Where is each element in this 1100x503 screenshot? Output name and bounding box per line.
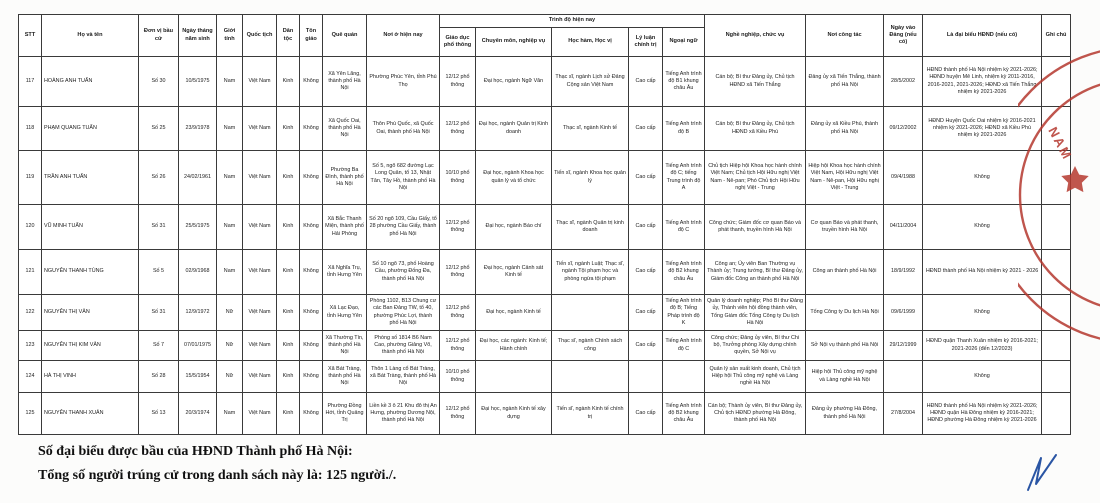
table-cell: 18/9/1992: [884, 250, 923, 295]
table-cell: [663, 361, 705, 393]
table-cell: Số 7: [139, 331, 179, 361]
column-header-hoc-ham-hoc-vi: Học hàm, Học vị: [552, 28, 629, 57]
column-header-giao-duc-pho-thong: Giáo dục phổ thông: [440, 28, 476, 57]
table-cell: Tiến sĩ, ngành Kinh tế chính trị: [552, 393, 629, 435]
table-cell: [1042, 107, 1071, 151]
table-cell: 25/5/1975: [179, 205, 217, 250]
table-cell: 10/5/1975: [179, 57, 217, 107]
column-header-chuyen-mon: Chuyên môn, nghiệp vụ: [476, 28, 552, 57]
table-cell: Cao cấp: [629, 331, 663, 361]
table-cell: [1042, 295, 1071, 331]
table-cell: Không: [300, 205, 323, 250]
table-cell: Kinh: [277, 107, 300, 151]
table-cell: Đại học, ngành Khoa học quản lý và tổ chức: [476, 151, 552, 205]
table-cell: TRẦN ANH TUẤN: [42, 151, 139, 205]
column-header-gioi-tinh: Giới tính: [217, 15, 243, 57]
table-cell: Phòng 1102, B13 Chung cư các Ban Đảng TW, tổ 40, phường Phúc Lợi, thành phố Hà Nội: [367, 295, 440, 331]
table-cell: 12/12 phổ thông: [440, 107, 476, 151]
table-cell: Phòng số 1814 B6 Nam Cao, phường Giảng Võ, thành phố Hà Nội: [367, 331, 440, 361]
table-cell: 24/02/1961: [179, 151, 217, 205]
table-cell: Đảng ủy xã Kiều Phú, thành phố Hà Nội: [806, 107, 884, 151]
table-cell: Việt Nam: [243, 250, 277, 295]
table-cell: Không: [300, 295, 323, 331]
table-cell: Việt Nam: [243, 361, 277, 393]
table-cell: Kinh: [277, 393, 300, 435]
table-cell: 12/12 phổ thông: [440, 393, 476, 435]
table-cell: Kinh: [277, 361, 300, 393]
table-cell: 27/8/2004: [884, 393, 923, 435]
table-cell: Số 26: [139, 151, 179, 205]
column-header-ngay-vao-dang: Ngày vào Đảng (nếu có): [884, 15, 923, 57]
column-header-que-quan: Quê quán: [323, 15, 367, 57]
table-cell: HĐND thành phố Hà Nội nhiệm kỳ 2021-2026; HĐND huyện Mê Linh, nhiệm kỳ 2011-2016, 2016-2021, 2021-2026; HĐND xã Tiến Thắng nhiệm kỳ 2021-2026: [923, 57, 1042, 107]
table-cell: Đại học, các ngành: Kinh tế; Hành chính: [476, 331, 552, 361]
table-cell: 12/12 phổ thông: [440, 57, 476, 107]
table-cell: Cao cấp: [629, 57, 663, 107]
signature-mark: [1022, 452, 1070, 496]
table-row: [19, 151, 1071, 205]
table-cell: [1042, 250, 1071, 295]
table-cell: [1042, 331, 1071, 361]
table-cell: Không: [923, 295, 1042, 331]
table-cell: Thôn 1 Làng cổ Bát Tràng, xã Bát Tràng, thành phố Hà Nội: [367, 361, 440, 393]
table-cell: Nam: [217, 250, 243, 295]
table-row: [19, 361, 1071, 393]
table-cell: 12/9/1972: [179, 295, 217, 331]
footer-elected-count-label: Số đại biểu được bầu của HĐND Thành phố Hà Nội:: [38, 444, 353, 459]
table-cell: Không: [300, 331, 323, 361]
table-cell: Đảng ủy xã Tiến Thắng, thành phố Hà Nội: [806, 57, 884, 107]
table-cell: Tiếng Anh trình độ B: [663, 107, 705, 151]
table-cell: 07/01/1975: [179, 331, 217, 361]
table-cell: NGUYỄN THANH TÙNG: [42, 250, 139, 295]
table-cell: NGUYỄN THỊ VÂN: [42, 295, 139, 331]
table-cell: Việt Nam: [243, 331, 277, 361]
table-cell: Số 20 ngõ 109, Cầu Giấy, tổ 28 phường Cầu Giấy, thành phố Hà Nội: [367, 205, 440, 250]
table-cell: Cơ quan Báo và phát thanh, truyền hình Hà Nội: [806, 205, 884, 250]
table-cell: [1042, 57, 1071, 107]
table-cell: Việt Nam: [243, 151, 277, 205]
table-cell: Xã Nghĩa Trụ, tỉnh Hưng Yên: [323, 250, 367, 295]
table-cell: [629, 361, 663, 393]
table-cell: Phường Phúc Yên, tỉnh Phú Thọ: [367, 57, 440, 107]
table-cell: Phường Ba Đình, thành phố Hà Nội: [323, 151, 367, 205]
column-header-stt: STT: [19, 15, 42, 57]
table-cell: Chủ tịch Hiệp hội Khoa học hành chính Việt Nam; Chủ tịch Hội Hữu nghị Việt Nam - Nê-pan; Phó Chủ tịch Hội Hữu nghị Việt - Trung: [705, 151, 806, 205]
table-cell: 20/3/1974: [179, 393, 217, 435]
table-cell: Việt Nam: [243, 107, 277, 151]
table-cell: VŨ MINH TUẤN: [42, 205, 139, 250]
table-cell: 125: [19, 393, 42, 435]
table-cell: Kinh: [277, 205, 300, 250]
table-cell: 09/6/1999: [884, 295, 923, 331]
column-header-dan-toc: Dân tộc: [277, 15, 300, 57]
table-cell: 09/4/1988: [884, 151, 923, 205]
table-cell: Phường Đồng Hới, tỉnh Quảng Trị: [323, 393, 367, 435]
table-cell: Thạc sĩ, ngành Kinh tế: [552, 107, 629, 151]
table-cell: Kinh: [277, 250, 300, 295]
table-cell: Công chức; Giám đốc cơ quan Báo và phát thanh, truyền hình Hà Nội: [705, 205, 806, 250]
table-cell: Tiến sĩ, ngành Khoa học quản lý: [552, 151, 629, 205]
footer-total-winners-label: Tổng số người trúng cử trong danh sách này là: 125 người./.: [38, 468, 397, 483]
table-cell: Cán bộ; Thành ủy viên, Bí thư Đảng ủy, Chủ tịch HĐND phường Hà Đông, thành phố Hà Nội: [705, 393, 806, 435]
table-cell: Cán bộ; Bí thư Đảng ủy, Chủ tịch HĐND xã Tiến Thắng: [705, 57, 806, 107]
table-cell: Xã Bắc Thanh Miện, thành phố Hải Phòng: [323, 205, 367, 250]
table-cell: [884, 361, 923, 393]
table-cell: [552, 295, 629, 331]
table-cell: Việt Nam: [243, 57, 277, 107]
table-cell: Số 5: [139, 250, 179, 295]
table-cell: Tiếng Anh trình độ B1 khung châu Âu: [663, 57, 705, 107]
table-cell: Tiếng Anh trình độ C: [663, 205, 705, 250]
table-cell: HOÀNG ANH TUẤN: [42, 57, 139, 107]
table-cell: Đảng ủy phường Hà Đông, thành phố Hà Nội: [806, 393, 884, 435]
table-cell: 04/11/2004: [884, 205, 923, 250]
table-cell: Công an thành phố Hà Nội: [806, 250, 884, 295]
table-cell: Cao cấp: [629, 205, 663, 250]
column-header-ngay-sinh: Ngày tháng năm sinh: [179, 15, 217, 57]
table-cell: Đại học, ngành Quản trị Kinh doanh: [476, 107, 552, 151]
table-cell: Xã Thường Tín, thành phố Hà Nội: [323, 331, 367, 361]
column-header-don-vi-bau-cu: Đơn vị bầu cử: [139, 15, 179, 57]
table-header: [19, 15, 1071, 57]
table-cell: Việt Nam: [243, 393, 277, 435]
table-row: [19, 331, 1071, 361]
table-cell: Thạc sĩ, ngành Quản trị kinh doanh: [552, 205, 629, 250]
table-cell: 12/12 phổ thông: [440, 205, 476, 250]
table-cell: 121: [19, 250, 42, 295]
table-cell: Số 30: [139, 57, 179, 107]
table-cell: 23/9/1978: [179, 107, 217, 151]
table-cell: 09/12/2002: [884, 107, 923, 151]
table-cell: Số 10 ngõ 73, phố Hoàng Cầu, phường Đống Đa, thành phố Hà Nội: [367, 250, 440, 295]
column-header-la-dai-bieu-hdnd: Là đại biểu HĐND (nếu có): [923, 15, 1042, 57]
table-cell: Kinh: [277, 57, 300, 107]
table-cell: Không: [923, 361, 1042, 393]
table-cell: Đại học, ngành Báo chí: [476, 205, 552, 250]
table-cell: 12/12 phổ thông: [440, 250, 476, 295]
table-cell: Không: [300, 250, 323, 295]
table-cell: HĐND thành phố Hà Nội nhiệm kỳ 2021 - 2026: [923, 250, 1042, 295]
table-cell: Thạc sĩ, ngành Chính sách công: [552, 331, 629, 361]
table-cell: Tiếng Anh trình độ B2 khung châu Âu: [663, 393, 705, 435]
table-cell: Tổng Công ty Du lịch Hà Nội: [806, 295, 884, 331]
table-cell: 120: [19, 205, 42, 250]
table-cell: Hiệp hội Khoa học hành chính Việt Nam, Hội Hữu nghị Việt Nam - Nê-pan, Hội Hữu nghị Việt - Trung: [806, 151, 884, 205]
table-cell: Xã Yên Lãng, thành phố Hà Nội: [323, 57, 367, 107]
table-cell: Nam: [217, 393, 243, 435]
table-cell: Đại học, ngành Kinh tế: [476, 295, 552, 331]
table-cell: 123: [19, 331, 42, 361]
table-cell: Kinh: [277, 331, 300, 361]
table-cell: Quản lý doanh nghiệp; Phó Bí thư Đảng ủy, Thành viên hội đồng thành viên, Tổng Giám đốc Tổng Công ty Du lịch Hà Nội: [705, 295, 806, 331]
table-cell: 119: [19, 151, 42, 205]
column-header-ly-luan-chinh-tri: Lý luận chính trị: [629, 28, 663, 57]
column-header-noi-cong-tac: Nơi công tác: [806, 15, 884, 57]
table-cell: Hiệp hội Thủ công mỹ nghệ và Làng nghề Hà Nội: [806, 361, 884, 393]
column-header-noi-o-hien-nay: Nơi ở hiện nay: [367, 15, 440, 57]
table-cell: 15/5/1954: [179, 361, 217, 393]
table-cell: Cao cấp: [629, 295, 663, 331]
table-cell: 10/10 phổ thông: [440, 361, 476, 393]
table-cell: Cao cấp: [629, 107, 663, 151]
table-cell: Không: [923, 151, 1042, 205]
table-cell: Thôn Phú Quốc, xã Quốc Oai, thành phố Hà Nội: [367, 107, 440, 151]
table-cell: Kinh: [277, 295, 300, 331]
table-row: [19, 393, 1071, 435]
table-cell: Số 5, ngõ 682 đường Lạc Long Quân, tổ 13, Nhật Tân, Tây Hồ, thành phố Hà Nội: [367, 151, 440, 205]
table-cell: HĐND quận Thanh Xuân nhiệm kỳ 2016-2021; 2021-2026 (đến 12/2023): [923, 331, 1042, 361]
table-cell: Kinh: [277, 151, 300, 205]
table-cell: Cán bộ; Bí thư Đảng ủy, Chủ tịch HĐND xã Kiều Phú: [705, 107, 806, 151]
table-cell: Số 13: [139, 393, 179, 435]
table-cell: 12/12 phổ thông: [440, 295, 476, 331]
table-cell: Sở Nội vụ thành phố Hà Nội: [806, 331, 884, 361]
table-cell: Tiến sĩ, ngành Luật; Thạc sĩ, ngành Tội phạm học và phòng ngừa tội phạm: [552, 250, 629, 295]
column-header-quoc-tich: Quốc tịch: [243, 15, 277, 57]
table-row: [19, 57, 1071, 107]
table-cell: HĐND Huyện Quốc Oai nhiệm kỳ 2016-2021 nhiệm kỳ 2021-2026; HĐND xã Kiều Phú nhiệm kỳ 2021-2026: [923, 107, 1042, 151]
table-cell: Nữ: [217, 361, 243, 393]
table-cell: NGUYỄN THỊ KIM VÂN: [42, 331, 139, 361]
table-cell: 118: [19, 107, 42, 151]
table-cell: Đại học, ngành Cảnh sát Kinh tế: [476, 250, 552, 295]
table-cell: 02/9/1968: [179, 250, 217, 295]
table-cell: [476, 361, 552, 393]
column-header-ho-va-ten: Họ và tên: [42, 15, 139, 57]
table-cell: Không: [300, 151, 323, 205]
table-cell: [1042, 361, 1071, 393]
table-cell: 10/10 phổ thông: [440, 151, 476, 205]
table-cell: Số 28: [139, 361, 179, 393]
table-cell: Đại học, ngành Kinh tế xây dựng: [476, 393, 552, 435]
table-cell: Cao cấp: [629, 151, 663, 205]
table-cell: Tiếng Anh trình độ C; tiếng Trung trình độ A: [663, 151, 705, 205]
table-cell: Cao cấp: [629, 393, 663, 435]
table-cell: Liền kề 3 ô 21 Khu đô thị An Hưng, phường Dương Nội, thành phố Hà Nội: [367, 393, 440, 435]
stamp-text: NAM: [1045, 124, 1076, 163]
table-cell: 29/12/1999: [884, 331, 923, 361]
table-cell: 124: [19, 361, 42, 393]
table-cell: Nữ: [217, 331, 243, 361]
table-body: [19, 57, 1071, 435]
table-cell: Không: [300, 57, 323, 107]
table-cell: Công an; Ủy viên Ban Thường vụ Thành ủy; Trung tướng, Bí thư Đảng ủy, Giám đốc Công an thành phố Hà Nội: [705, 250, 806, 295]
table-cell: 122: [19, 295, 42, 331]
table-cell: HĐND thành phố Hà Nội nhiệm kỳ 2021-2026; HĐND quận Hà Đông nhiệm kỳ 2016-2021; HĐND phường Hà Đông nhiệm kỳ 2021-2026: [923, 393, 1042, 435]
table-cell: Quản lý sản xuất kinh doanh, Chủ tịch Hiệp hội Thủ công mỹ nghệ và Làng nghề Hà Nội: [705, 361, 806, 393]
table-cell: HÀ THỊ VINH: [42, 361, 139, 393]
column-header-nghe-nghiep: Nghề nghiệp, chức vụ: [705, 15, 806, 57]
table-row: [19, 205, 1071, 250]
column-header-ghi-chu: Ghi chú: [1042, 15, 1071, 57]
table-cell: Xã Bát Tràng, thành phố Hà Nội: [323, 361, 367, 393]
table-cell: Nam: [217, 205, 243, 250]
table-cell: 12/12 phổ thông: [440, 331, 476, 361]
table-cell: Đại học, ngành Ngữ Văn: [476, 57, 552, 107]
table-cell: Thạc sĩ, ngành Lịch sử Đảng Cộng sản Việt Nam: [552, 57, 629, 107]
table-cell: Không: [300, 393, 323, 435]
table-cell: Công chức; Đảng ủy viên, Bí thư Chi bộ, Trưởng phòng Xây dựng chính quyền, Sở Nội vụ: [705, 331, 806, 361]
table-cell: [1042, 205, 1071, 250]
table-cell: NGUYỄN THANH XUÂN: [42, 393, 139, 435]
table-cell: Không: [300, 107, 323, 151]
table-cell: Cao cấp: [629, 250, 663, 295]
table-row: [19, 107, 1071, 151]
table-cell: Nam: [217, 57, 243, 107]
deputies-table: [18, 14, 1071, 435]
group-header-trinh-do: Trình độ hiện nay: [440, 15, 705, 28]
table-cell: Nữ: [217, 295, 243, 331]
table-cell: [552, 361, 629, 393]
table-cell: Số 25: [139, 107, 179, 151]
table-cell: Nam: [217, 151, 243, 205]
column-header-ngoai-ngu: Ngoại ngữ: [663, 28, 705, 57]
table-cell: Tiếng Anh trình độ B2 khung châu Âu: [663, 250, 705, 295]
table-cell: [1042, 393, 1071, 435]
table-cell: Số 31: [139, 205, 179, 250]
table-cell: Việt Nam: [243, 205, 277, 250]
table-cell: Số 31: [139, 295, 179, 331]
table-cell: Tiếng Anh trình độ C: [663, 331, 705, 361]
table-cell: Xã Lạc Đạo, tỉnh Hưng Yên: [323, 295, 367, 331]
table-cell: [1042, 151, 1071, 205]
table-cell: Nam: [217, 107, 243, 151]
table-row: [19, 250, 1071, 295]
table-cell: Tiếng Anh trình độ B; Tiếng Pháp trình độ K: [663, 295, 705, 331]
table-cell: 117: [19, 57, 42, 107]
table-cell: PHẠM QUANG TUẤN: [42, 107, 139, 151]
column-header-ton-giao: Tôn giáo: [300, 15, 323, 57]
table-cell: Xã Quốc Oai, thành phố Hà Nội: [323, 107, 367, 151]
table-cell: Không: [923, 205, 1042, 250]
table-row: [19, 295, 1071, 331]
table-cell: 28/5/2002: [884, 57, 923, 107]
table-cell: Việt Nam: [243, 295, 277, 331]
table-cell: Không: [300, 361, 323, 393]
